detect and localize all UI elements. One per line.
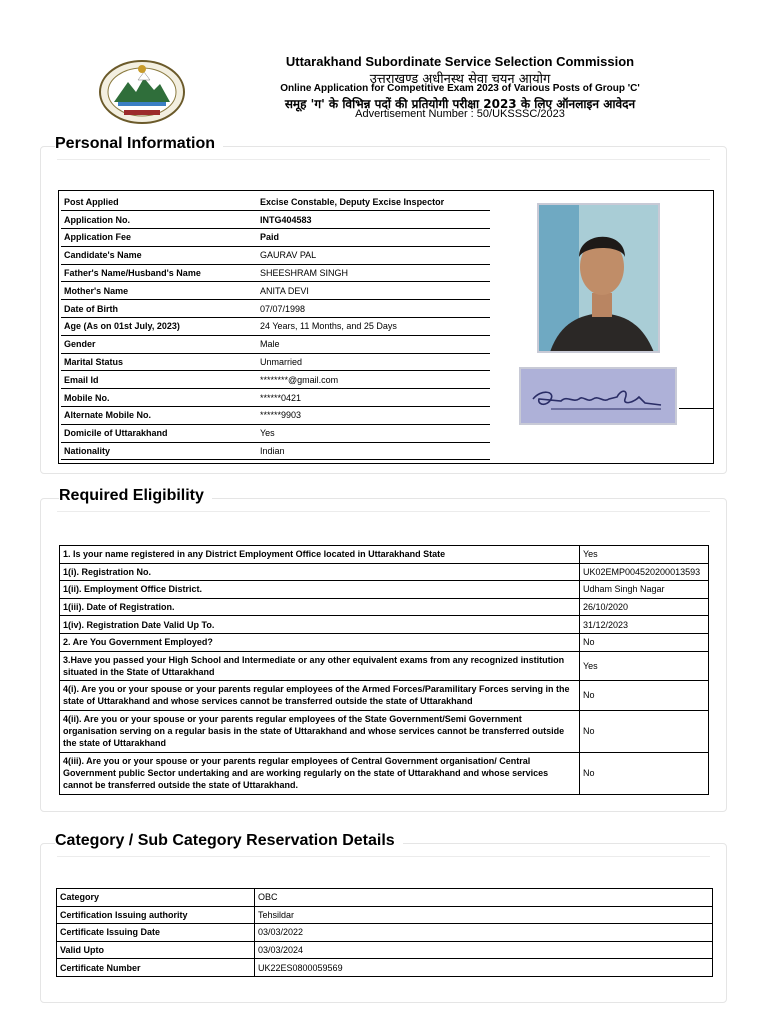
row-label: Application Fee: [61, 229, 257, 247]
row-value: Udham Singh Nagar: [580, 581, 709, 599]
table-row: [57, 924, 713, 942]
header-commission-name: Uttarakhand Subordinate Service Selection Commission: [285, 54, 635, 69]
table-row: [60, 681, 709, 711]
header-exam-title: Online Application for Competitive Exam 2023 of Various Posts of Group 'C': [280, 83, 640, 94]
candidate-photo: [537, 203, 660, 353]
table-row: [60, 598, 709, 616]
row-value: 26/10/2020: [580, 598, 709, 616]
section-title: Category / Sub Category Reservation Details: [55, 832, 403, 850]
row-value: Indian: [257, 442, 490, 460]
row-value: Unmarried: [257, 353, 490, 371]
row-value: Yes: [580, 546, 709, 564]
divider: [57, 856, 710, 857]
row-value: ******9903: [257, 407, 490, 425]
row-label: 3.Have you passed your High School and Intermediate or any other equivalent exams from any recognized institution situated in the State of Uttarakhand: [60, 651, 580, 681]
row-value: 03/03/2022: [255, 924, 713, 942]
row-label: Mobile No.: [61, 389, 257, 407]
row-value: OBC: [255, 889, 713, 907]
row-label: 4(ii). Are you or your spouse or your parents regular employees of the State Government/Semi Government organisation serving on a regular basis in the state of Uttarakhand and whose services cannot be transferred outside the state of Uttarakhand: [60, 710, 580, 752]
row-value: No: [580, 681, 709, 711]
row-label: Marital Status: [61, 353, 257, 371]
row-value: ********@gmail.com: [257, 371, 490, 389]
table-row: [60, 633, 709, 651]
table-row: [61, 442, 490, 460]
required-eligibility-section: [40, 487, 727, 812]
row-value: GAURAV PAL: [257, 246, 490, 264]
table-row: [61, 389, 490, 407]
table-row: [57, 889, 713, 907]
row-label: 1(iv). Registration Date Valid Up To.: [60, 616, 580, 634]
table-row: [61, 229, 490, 247]
table-row: [57, 959, 713, 977]
row-value: UK02EMP004520200013593: [580, 563, 709, 581]
row-label: Certificate Number: [57, 959, 255, 977]
row-label: Application No.: [61, 211, 257, 229]
table-row: [61, 300, 490, 318]
row-value: Excise Constable, Deputy Excise Inspector: [257, 193, 490, 211]
table-row: [60, 752, 709, 794]
table-row: [60, 710, 709, 752]
table-row: [61, 318, 490, 336]
row-value: Paid: [257, 229, 490, 247]
row-label: Candidate's Name: [61, 246, 257, 264]
row-label: Certification Issuing authority: [57, 906, 255, 924]
row-value: SHEESHRAM SINGH: [257, 264, 490, 282]
table-row: [61, 371, 490, 389]
row-value: Yes: [580, 651, 709, 681]
row-label: Nationality: [61, 442, 257, 460]
row-label: Gender: [61, 335, 257, 353]
row-value: No: [580, 752, 709, 794]
table-row: [61, 246, 490, 264]
divider: [57, 159, 710, 160]
personal-info-box: [58, 190, 714, 464]
row-label: Alternate Mobile No.: [61, 407, 257, 425]
table-row: [57, 941, 713, 959]
table-row: [61, 282, 490, 300]
section-title: Required Eligibility: [59, 487, 212, 505]
category-table: [56, 888, 713, 977]
row-label: Valid Upto: [57, 941, 255, 959]
header-exam-title-hindi: समूह 'ग' के विभिन्न पदों की प्रतियोगी परीक्षा 2023 के लिए ऑनलाइन आवेदन: [284, 97, 636, 111]
table-row: [61, 264, 490, 282]
row-label: Mother's Name: [61, 282, 257, 300]
personal-info-table: [61, 193, 490, 460]
row-value: 07/07/1998: [257, 300, 490, 318]
row-label: 1. Is your name registered in any District Employment Office located in Uttarakhand State: [60, 546, 580, 564]
candidate-signature: [519, 367, 677, 425]
row-value: Male: [257, 335, 490, 353]
category-reservation-section: [40, 832, 727, 1003]
commission-logo: [98, 58, 186, 126]
table-row: [60, 651, 709, 681]
row-label: 1(i). Registration No.: [60, 563, 580, 581]
row-value: 31/12/2023: [580, 616, 709, 634]
table-row: [60, 581, 709, 599]
table-row: [61, 193, 490, 211]
row-label: Father's Name/Husband's Name: [61, 264, 257, 282]
row-label: 2. Are You Government Employed?: [60, 633, 580, 651]
row-label: Domicile of Uttarakhand: [61, 424, 257, 442]
row-value: 03/03/2024: [255, 941, 713, 959]
table-row: [61, 335, 490, 353]
row-label: 4(i). Are you or your spouse or your parents regular employees of the Armed Forces/Paramilitary Forces serving in the state of Uttarakhand and whose services cannot be transferred outside the state of Uttarakhand: [60, 681, 580, 711]
row-value: ******0421: [257, 389, 490, 407]
row-label: 1(ii). Employment Office District.: [60, 581, 580, 599]
divider: [57, 511, 710, 512]
section-title: Personal Information: [55, 135, 223, 153]
row-label: Post Applied: [61, 193, 257, 211]
header-advertisement-number: Advertisement Number : 50/UKSSSC/2023: [355, 108, 565, 120]
table-row: [61, 407, 490, 425]
table-row: [60, 546, 709, 564]
header-commission-name-hindi: उत्तराखण्ड अधीनस्थ सेवा चयन आयोग: [369, 72, 551, 87]
row-label: Category: [57, 889, 255, 907]
table-row: [60, 616, 709, 634]
row-value: INTG404583: [257, 211, 490, 229]
row-value: Yes: [257, 424, 490, 442]
row-value: No: [580, 633, 709, 651]
row-value: ANITA DEVI: [257, 282, 490, 300]
row-label: Certificate Issuing Date: [57, 924, 255, 942]
row-label: Age (As on 01st July, 2023): [61, 318, 257, 336]
personal-information-section: [40, 135, 727, 474]
table-row: [61, 353, 490, 371]
row-label: 1(iii). Date of Registration.: [60, 598, 580, 616]
row-value: No: [580, 710, 709, 752]
row-label: Date of Birth: [61, 300, 257, 318]
table-row: [61, 424, 490, 442]
table-row: [60, 563, 709, 581]
table-row: [61, 211, 490, 229]
row-label: Email Id: [61, 371, 257, 389]
row-value: UK22ES0800059569: [255, 959, 713, 977]
divider: [679, 408, 713, 409]
row-label: 4(iii). Are you or your spouse or your parents regular employees of Central Government organisation/ Central Government public Sector undertaking and are working regularly on the state of Uttarakhand and whose services cannot be transferred outside the state of Uttarakhand.: [60, 752, 580, 794]
eligibility-table: [59, 545, 709, 795]
row-value: Tehsildar: [255, 906, 713, 924]
page-header: [0, 50, 768, 130]
row-value: 24 Years, 11 Months, and 25 Days: [257, 318, 490, 336]
table-row: [57, 906, 713, 924]
